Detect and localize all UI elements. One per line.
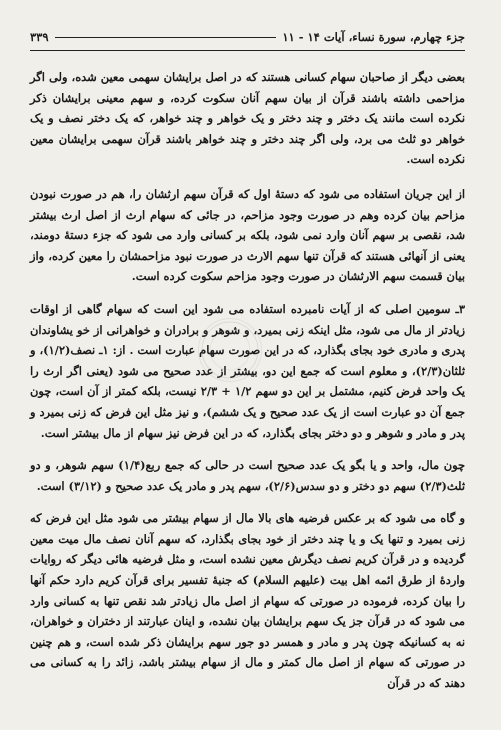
paragraph-4: چون مال، واحد و یا بگو یک عدد صحیح است در حالی که جمع ربع(۱/۴) سهم شوهر، و دو ثلث(۲/۳) سهم دو دختر و دو سدس(۲/۶)، سهم پدر و مادر یک عدد صحیح و (۳/۱۲) است. [30, 458, 465, 493]
page-number: ۳۳۹ [30, 30, 49, 44]
running-header [30, 30, 465, 51]
paragraph-1: بعضی دیگر از صاحبان سهام کسانی هستند که در اصل برایشان سهمی معین شده، ولی اگر مزاحمی داشته باشند قرآن از بیان سهم آنان سکوت کرده، و سهم معینی برایشان ذکر نکرده است مانند یک دختر و چند دختر و یک خواهر و چند خواهر، که یک دختر نصف و یک خواهر دو ثلث می برد، ولی اگر چند دختر و چند خواهر باشند قرآن سهمی برایشان معین نکرده است. [30, 70, 465, 167]
paragraph-2: از این جریان استفاده می شود که دستهٔ اول که قرآن سهم ارثشان را، هم در صورت نبودن مزاحم بیان کرده وهم در صورت وجود مزاحم، در جائی که سهام ارث از اصل ارث بیشتر شد، نقصی بر سهم آنان وارد نمی شود، بلکه بر کسانی وارد می شود که جزء دستهٔ دومند، یعنی از آنهائی هستند که قرآن تنها سهم الارث در صورت نبود مزاحمشان را معین کرده، واز بیان قسمت سهم الارثشان در صورت وجود مزاحم سکوت کرده است. [30, 186, 465, 284]
paragraph-3: ۳ـ سومین اصلی که از آیات نامبرده استفاده می شود این است که سهام گاهی از اوقات زیادتر از مال می شود، مثل اینکه زنی بمیرد، و شوهر و برادران و خواهرانی از خو یشاوندان پدری و مادری خود بجای بگذارد، که در این صورت سهام عبارت است . از: ۱ـ نصف(۱/۲)، و ثلثان(۲/۳)، و معلوم است که جمع این دو، بیشتر از عدد صحیح می شود (یعنی اگر ارث را یک واحد فرض کنیم، مشتمل بر این دو سهم ۱/۲ + ۲/۳ نیست، بلکه کمتر از آن است، چون جمع آن دو عبارت است از یک عدد صحیح و یک ششم)، و نیز مثل این فرض که زنی بمیرد و پدر و مادر و شوهر و دو دختر بجای بگذارد، که در این فرض نیز سهام از مال بیشتر است. [30, 301, 466, 440]
header-title: جزء چهارم، سورة نساء، آیات ۱۴ - ۱۱ [282, 30, 465, 44]
library-stamp-icon [198, 318, 262, 382]
paragraph-5: و گاه می شود که بر عکس فرضیه های بالا مال از سهام بیشتر می شود مثل این فرض که زنی بمیرد و تنها یک و یا چند دختر از خود بجای بگذارد، که سهم آنان نصف مال میت معین گردیده و در قرآن کریم نصف دیگرش معین نشده است، و مثل فرضیه هائی دیگر که روایات واردهٔ از طرق ائمه اهل بیت (علیهم السلام) که جنبهٔ تفسیر برای قرآن کریم دارد حکم آنها را بیان کرده، فرموده در صورتی که سهام از اصل مال زیادتر شد نقص تنها به کسانی وارد می شود که در قرآن جز یک سهم برایشان بیان نشده، و اینان عبارتند از دختران و خواهران، نه به کسانیکه چون پدر و مادر و همسر دو جور سهم برایشان ذکر شده است، و هم چنین در صورتی که سهام از اصل مال کمتر و مال از سهام بیشتر باشد، زائد را به کسانی می دهند که در قرآن [30, 511, 465, 691]
header-rule [55, 37, 277, 38]
